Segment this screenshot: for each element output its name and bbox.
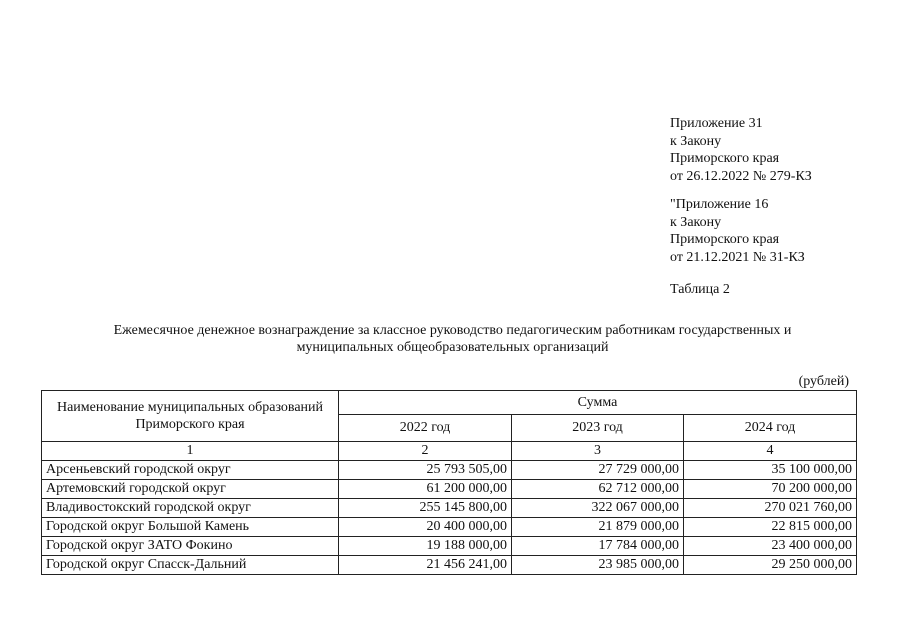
amount-2022: 255 145 800,00 <box>339 499 512 518</box>
appendix-previous-line-4: от 21.12.2021 № 31-КЗ <box>670 249 805 265</box>
appendix-current-line-2: к Закону <box>670 133 722 149</box>
table-row <box>42 518 857 537</box>
amount-2023: 27 729 000,00 <box>512 461 684 480</box>
municipality-name: Городской округ ЗАТО Фокино <box>42 537 339 556</box>
unit-label: (рублей) <box>798 374 849 389</box>
amount-2023: 322 067 000,00 <box>512 499 684 518</box>
amount-2023: 62 712 000,00 <box>512 480 684 499</box>
table-row <box>42 461 857 480</box>
amount-2022: 25 793 505,00 <box>339 461 512 480</box>
amount-2024: 70 200 000,00 <box>684 480 857 499</box>
column-number: 4 <box>684 442 857 461</box>
document-title-line-1: Ежемесячное денежное вознаграждение за классное руководство педагогическим работникам государственных и <box>113 323 792 338</box>
amount-2022: 20 400 000,00 <box>339 518 512 537</box>
amount-2024: 22 815 000,00 <box>684 518 857 537</box>
column-header-year: 2023 год <box>512 415 684 442</box>
table-row <box>42 556 857 575</box>
municipality-name: Арсеньевский городской округ <box>42 461 339 480</box>
municipality-name: Владивостокский городской округ <box>42 499 339 518</box>
column-header-year: 2024 год <box>684 415 857 442</box>
appendix-current-header <box>670 115 812 185</box>
amount-2024: 29 250 000,00 <box>684 556 857 575</box>
column-header-sum: Сумма <box>339 391 857 415</box>
column-number: 3 <box>512 442 684 461</box>
amount-2024: 23 400 000,00 <box>684 537 857 556</box>
column-header-year: 2022 год <box>339 415 512 442</box>
appendix-previous-line-1: "Приложение 16 <box>670 197 769 212</box>
document-title-line-2: муниципальных общеобразовательных организаций <box>296 340 609 355</box>
municipality-name: Артемовский городской округ <box>42 480 339 499</box>
municipality-name: Городской округ Спасск-Дальний <box>42 556 339 575</box>
table-row <box>42 480 857 499</box>
table-row <box>42 499 857 518</box>
appendix-current-line-4: от 26.12.2022 № 279-КЗ <box>670 168 812 184</box>
municipality-name: Городской округ Большой Камень <box>42 518 339 537</box>
appendix-previous-header <box>670 196 805 266</box>
amount-2023: 17 784 000,00 <box>512 537 684 556</box>
table-label: Таблица 2 <box>670 282 730 297</box>
document-title <box>60 322 845 356</box>
table-row <box>42 537 857 556</box>
amount-2024: 270 021 760,00 <box>684 499 857 518</box>
amount-2022: 19 188 000,00 <box>339 537 512 556</box>
appendix-current-line-3: Приморского края <box>670 151 780 166</box>
amount-2022: 61 200 000,00 <box>339 480 512 499</box>
table-header-row <box>42 391 857 415</box>
appendix-previous-line-2: к Закону <box>670 214 722 230</box>
allocation-table <box>41 390 857 575</box>
amount-2023: 21 879 000,00 <box>512 518 684 537</box>
appendix-current-line-1: Приложение 31 <box>670 116 763 131</box>
appendix-previous-line-3: Приморского края <box>670 232 780 247</box>
column-number: 1 <box>42 442 339 461</box>
column-number-row <box>42 442 857 461</box>
amount-2022: 21 456 241,00 <box>339 556 512 575</box>
column-number: 2 <box>339 442 512 461</box>
amount-2023: 23 985 000,00 <box>512 556 684 575</box>
amount-2024: 35 100 000,00 <box>684 461 857 480</box>
column-header-name: Наименование муниципальных образований Приморского края <box>42 391 339 442</box>
